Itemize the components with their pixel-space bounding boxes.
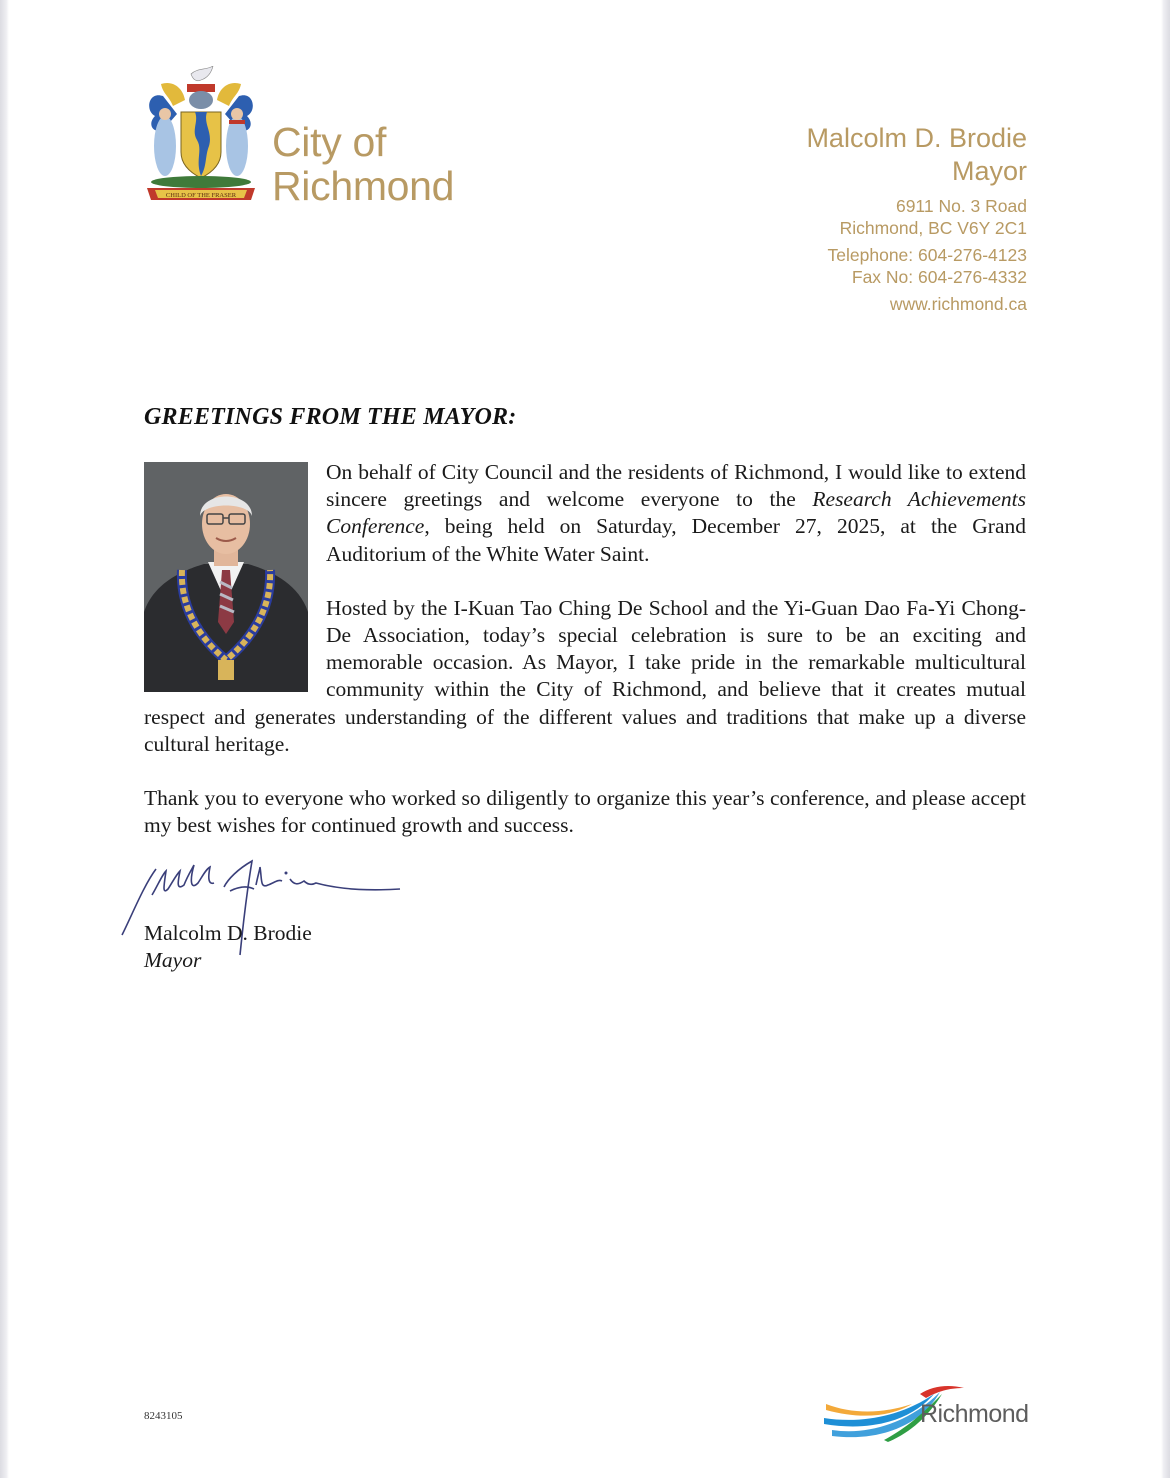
page-edge-left <box>0 0 9 1478</box>
conference-name: Research Achievements Conference <box>326 487 1026 539</box>
paragraph-1: On behalf of City Council and the residents of Richmond, I would like to extend sincere greetings and welcome everyone to the Research Achievements Conference, being held on Saturday, December 27, 2025, at the Grand Auditorium of the White Water Saint. <box>326 460 1026 566</box>
paragraph-2: Hosted by the I-Kuan Tao Ching De School and the Yi-Guan Dao Fa-Yi Chong-De Association, today’s special celebration is sure to be an exciting and memorable occasion. As Mayor, I take pride in the remarkable multicultural community within the City of Richmond, and believe that it creates mutual respect and generates understanding of the different values and traditions that make up a diverse cultural heritage. <box>144 595 1026 756</box>
letterhead-contact-block <box>806 122 1027 315</box>
letter-heading: GREETINGS FROM THE MAYOR: <box>144 404 517 430</box>
signatory-name: Malcolm D. Brodie <box>144 921 312 945</box>
telephone: Telephone: 604-276-4123 <box>827 245 1027 265</box>
coat-of-arms-icon <box>143 66 259 206</box>
mayor-title: Mayor <box>951 156 1027 186</box>
signatory-title: Mayor <box>144 948 202 972</box>
richmond-footer-wordmark: Richmond <box>920 1400 1029 1428</box>
fax: Fax No: 604-276-4332 <box>851 267 1027 287</box>
document-number: 8243105 <box>144 1410 183 1422</box>
city-of-richmond-wordmark <box>272 120 454 208</box>
address-line2: Richmond, BC V6Y 2C1 <box>839 218 1027 238</box>
paragraph-3: Thank you to everyone who worked so diligently to organize this year’s conference, and please accept my best wishes for continued growth and success. <box>144 786 1026 838</box>
mayor-name: Malcolm D. Brodie <box>806 123 1027 153</box>
svg-text:CHILD OF THE FRASER: CHILD OF THE FRASER <box>165 192 237 199</box>
photo-spacer <box>144 459 326 689</box>
website-link[interactable]: www.richmond.ca <box>889 294 1027 314</box>
city-name-line1: City of <box>272 119 387 165</box>
city-name-line2: Richmond <box>272 163 455 209</box>
address-line1: 6911 No. 3 Road <box>895 196 1027 216</box>
letter-body <box>144 459 1026 866</box>
page-edge-right <box>1161 0 1170 1478</box>
